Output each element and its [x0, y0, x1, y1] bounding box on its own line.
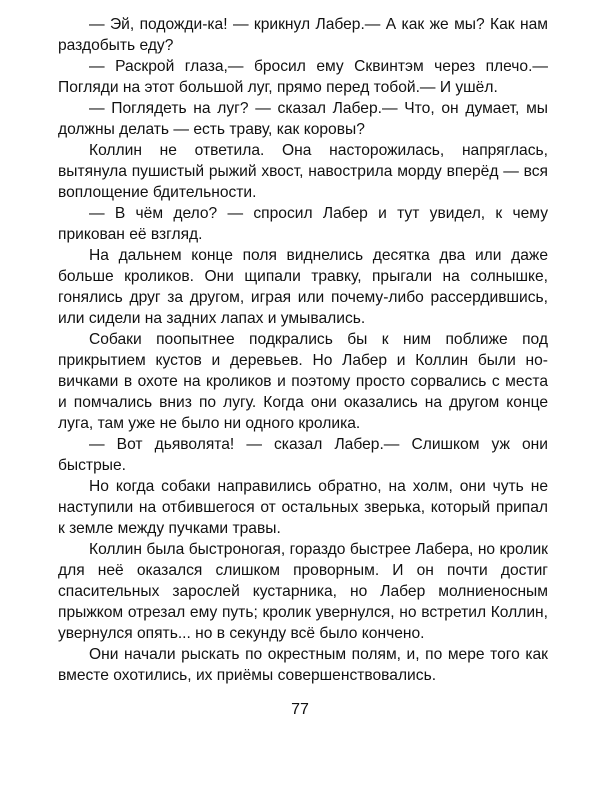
paragraph-8: — Вот дьяволята! — сказал Лабер.— Слишком уж они быстрые. — [58, 436, 548, 474]
paragraph-1: — Эй, подожди-ка! — крикнул Лабер.— А как же мы? Как нам раздобыть еду? — [58, 16, 548, 54]
paragraph-5: — В чём дело? — спросил Лабер и тут увидел, к чему прикован её взгляд. — [58, 205, 548, 243]
paragraph-10: Коллин была быстроногая, гораздо быстрее Лабера, но кролик для неё оказался слишком проворным. И он почти достиг спасительных зарослей кустарника, но Лабер молниеносным прыжком отрезал ему путь; кролик увернулся, но встретил Коллин, увернулся опять... но в секунду всё было кончено. — [58, 541, 548, 642]
paragraph-3: — Поглядеть на луг? — сказал Лабер.— Что, он думает, мы должны делать — есть траву, как коровы? — [58, 100, 548, 138]
paragraph-9: Но когда собаки направились обратно, на холм, они чуть не наступили на отбившегося от остальных зверька, который припал к земле между пучками травы. — [58, 478, 548, 537]
paragraph-6: На дальнем конце поля виднелись десятка два или даже больше кроликов. Они щипали травку, прыгали на солнышке, гонялись друг за другом, играя или почему-либо рассердившись, или сидели на задних лапах и умывались. — [58, 247, 548, 327]
page-number: 77 — [291, 701, 309, 718]
paragraph-2: — Раскрой глаза,— бросил ему Сквинтэм через плечо.— Погляди на этот большой луг, прямо перед тобой.— И ушёл. — [58, 58, 548, 96]
paragraph-7: Собаки поопытнее подкрались бы к ним поближе под прикрытием кустов и деревьев. Но Лабер и Коллин были новичками в охоте на кроликов и поэтому просто сорвались с места и помчались вниз по лугу. Когда они оказались на другом конце луга, там уже не было ни одного кролика. — [58, 331, 548, 432]
paragraph-11: Они начали рыскать по окрестным полям, и, по мере того как вместе охотились, их приёмы совершенствовались. — [58, 646, 548, 684]
paragraph-4: Коллин не ответила. Она насторожилась, напряглась, вытянула пушистый рыжий хвост, навострила морду вперёд — вся воплощение бдительности. — [58, 142, 548, 201]
book-page-text — [58, 14, 548, 686]
